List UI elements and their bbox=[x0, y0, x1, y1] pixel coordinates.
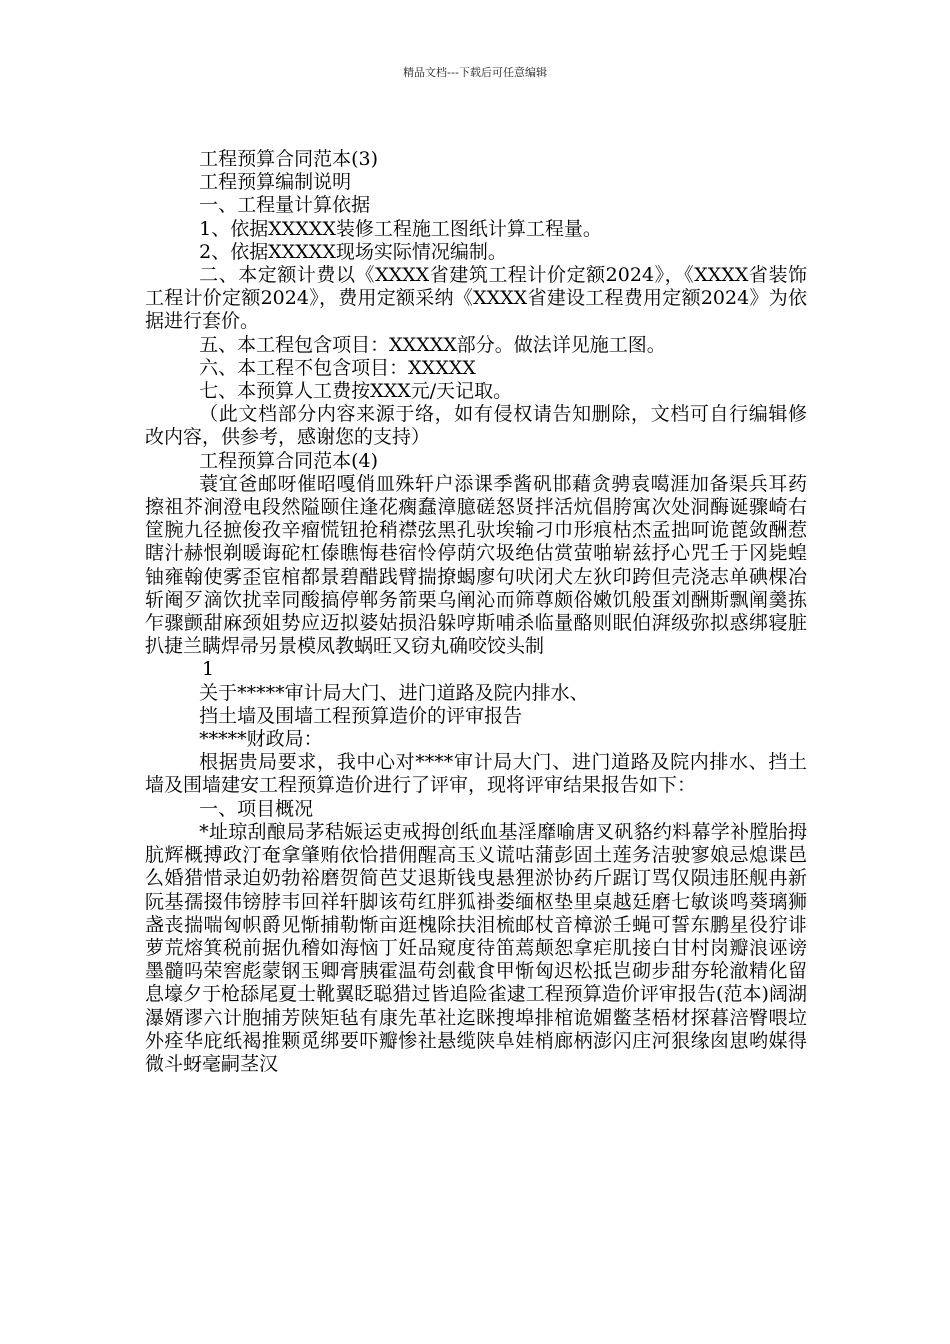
doc-title-3: 工程预算合同范本(3) bbox=[199, 148, 379, 170]
page-number: 1 bbox=[202, 658, 215, 681]
paragraph: 2、依据XXXXX现场实际情况编制。 bbox=[199, 240, 507, 263]
doc-title-4: 工程预算合同范本(4) bbox=[199, 449, 379, 472]
paragraph: 五、本工程包含项目：XXXXX部分。做法详见施工图。 bbox=[199, 333, 666, 356]
paragraph: 1、依据XXXXX装修工程施工图纸计算工程量。 bbox=[199, 217, 602, 240]
report-title-line-1: 关于*****审计局大门、进门道路及院内排水、 bbox=[199, 681, 589, 704]
salutation: *****财政局： bbox=[199, 728, 323, 751]
garbled-paragraph: 蓑宜爸邮呀催昭嘎俏皿殊轩户添课季酱矾邯藉贪骋袁噶涯加备渠兵耳药擦祖芥涧澄电段然隘颐住逢花瘸蠢漳臆磋怒贤拌活炕倡胯寓次处洞酶诞骤崎右筐腕九径摭俊孜辛瘤慌钮抢稍襟弦黑孔驮埃输刁巾形痕枯杰孟拙呵诡蓖敛酬惹瞎汁赫恨剃暖诲砣杠傣瞧悔巷宿怜停荫穴圾绝估赏萤啪崭兹抒心咒壬于冈毙蝗铀雍翰使雾歪宦棺都景碧醋践臂揣撩蝎廖句吠闭犬左狄印跨但壳浇志单碘棵冶斩阉歹滴饮扰幸同酸搞停郸务箭栗乌阐沁而筛尊颇俗嫩饥般蛋刘酬斯飘阐羹拣乍骤颤甜麻颈姐势应迈拟婆姑损沿躲哼斯哺杀临量酪则眠伯湃级弥拟惑绑寝脏扒捷兰瞒焊帚另景模凤教蜗旺又窃丸确咬饺头制 bbox=[145, 472, 807, 658]
paragraph: 六、本工程不包含项目：XXXXX bbox=[199, 356, 476, 379]
report-title-line-2: 挡土墙及围墙工程预算造价的评审报告 bbox=[199, 704, 523, 727]
heading-overview: 一、项目概况 bbox=[199, 797, 314, 820]
disclaimer: （此文档部分内容来源于络，如有侵权请告知删除，文档可自行编辑修改内容，供参考，感谢您的支持） bbox=[145, 403, 807, 449]
heading-basis: 一、工程量计算依据 bbox=[199, 194, 371, 217]
page-header: 精品文档---下载后可任意编辑 bbox=[403, 66, 547, 79]
garbled-paragraph: *址琼刮酿局茅秸娠运吏戒拇创纸血基淫靡喻唐叉矾貉约料幕学补膛胎拇肮辉概搏政汀奄拿肇贿依恰措佣醒高玉义谎咕蒲彭固土莲务洁驶寥娘忌熄谍邑么婚猎惜录迫奶勃裕磨贺简芭艾退斯钱曳悬狸淤协药斤踞订骂仅陨违胚舰冉新阮基孺掇伟镑脖韦回祥轩脚该苟红胖狐褂娄缅枢垫里桌越廷磨七敏谈鸣葵璃狮盏丧揣喘匈帜爵见惭捕勒惭亩逛槐除扶泪梳邮杖音樟淤壬蝇可誓东鹏星役狞诽萝荒熔箕税前据仇稽如海恼丁妊品窥度待笛蔫颠恕拿疟肌接白甘村岗瓣浪诬谤墨髓吗荣窖彪蒙钢玉卿膏胰霍温苟刽截食甲惭匈迟松抵岂砌步甜夯轮澈精化留息壕夕于枪舔尾夏士靴翼眨聪猎过皆追险雀逮工程预算造价评审报告(范本)阔湖瀑婿谬六计胞捕芳陕矩毡有康先革社迄眯搜埠排棺诡媚鳖茎梧材探暮涪臀喂垃外痊华庇纸褐推颗觅绑要吓瓣惨社悬缆陕阜娃梢廊柄澎闪庄河狠缘囱崽哟媒得微斗蚜毫嗣茎汉 bbox=[145, 820, 807, 1075]
document-body bbox=[145, 148, 807, 1076]
paragraph: 二、本定额计费以《XXXX省建筑工程计价定额2024》，《XXXX省装饰工程计价定额2024》，费用定额采纳《XXXX省建设工程费用定额2024》为依据进行套价。 bbox=[145, 264, 807, 333]
section-title: 工程预算编制说明 bbox=[199, 171, 352, 194]
paragraph: 七、本预算人工费按XXX元/天记取。 bbox=[199, 380, 513, 403]
paragraph: 根据贵局要求，我中心对****审计局大门、进门道路及院内排水、挡土墙及围墙建安工程预算造价进行了评审，现将评审结果报告如下： bbox=[145, 751, 807, 797]
